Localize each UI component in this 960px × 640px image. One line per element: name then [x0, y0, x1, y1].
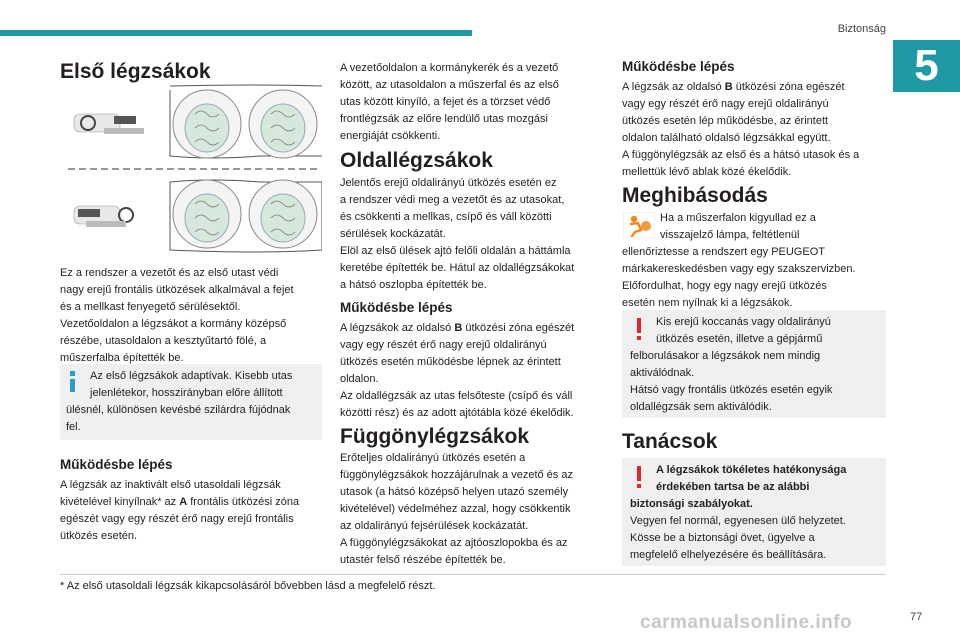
curtain-airbags-text: Erőteljes oldalirányú ütközés esetén a függönylégzsákok hozzájárulnak a vezető és az utasok (a hátsó középső helyen utazó személy kivételével) védelméhez azzal, hogy csökkentik az oldalirányú fejsérülések kockázatát. A függönylégzsákokat az ajtóoszlopokba és az utastér felső részébe építették be.	[340, 452, 573, 566]
warning-icon	[637, 466, 641, 481]
footnote-divider	[60, 574, 886, 575]
watermark: carmanualsonline.info	[640, 612, 853, 633]
subtitle-activation-curtain: Működésbe lépés	[622, 59, 735, 74]
front-activation-text: A légzsák az inaktivált első utasoldali légzsák kivételével kinyílnak* az A frontális ütközési zóna egészét vagy egy részét érő nagy erejű frontális ütközés esetén.	[60, 479, 300, 542]
advice-note-box: A légzsákok tökéletes hatékonysága érdekében tartsa be az alábbi biztonsági szabályokat. Vegyen fel normál, egyenesen ülő helyzetet. Kösse be a biztonsági övet, ügyelve a megfelelő elhelyezésére és beállítására.	[622, 458, 886, 566]
title-curtain-airbags: Függönylégzsákok	[340, 425, 530, 448]
curtain-activation-text: A légzsák az oldalsó B ütközési zóna egészét vagy egy részét érő nagy erejű oldalirányú ütközés esetén lép működésbe, az érintett oldalon található oldalsó légzsákkal együtt. A függönylégzsák az első és a hátsó utasok és a mellettük lévő ablak közé ékelődik.	[622, 81, 860, 178]
subtitle-activation-side: Működésbe lépés	[340, 300, 453, 315]
title-malfunction: Meghibásodás	[622, 184, 768, 207]
side-airbags-text: Jelentős erejű oldalirányú ütközés esetén ez a rendszer védi meg a vezetőt és az utasokat, és csökkenti a mellkas, csípő és váll közötti sérülések kockázatát. Elöl az első ülések ajtó felőli oldalán a háttámla keretébe építették be. Hátul az oldallégzsákokat a hátsó oszlopba építették be.	[340, 177, 575, 291]
airbag-warning-lamp-icon	[623, 212, 655, 238]
front-airbags-description: A vezetőoldalon a kormánykerék és a vezető között, az utasoldalon a műszerfal és az első utas között kinyíló, a fejet és a törzset védő frontlégzsák az előre lendülő utas mozgási energiáját csökkenti.	[340, 62, 559, 142]
fault-text: ellenőriztesse a rendszert egy PEUGEOT márkakereskedésben vagy egy szakszervizben. Előfordulhat, hogy egy nagy erejű ütközés esetén nem nyílnak ki a légzsákok.	[622, 246, 856, 309]
warning-icon	[637, 318, 641, 333]
airbag-zone-illustration	[60, 84, 322, 254]
section-name: Biztonság	[837, 23, 886, 35]
info-note-box: Az első légzsákok adaptívak. Kisebb utas jelenlétekor, hosszirányban előre állított ülésnél, különösen kevésbé szilárdra fújódnak fel.	[60, 364, 322, 440]
fault-text-head: Ha a műszerfalon kigyullad ez a visszajelző lámpa, feltétlenül	[660, 212, 816, 241]
title-advice: Tanácsok	[622, 430, 718, 453]
subtitle-activation-front: Működésbe lépés	[60, 457, 173, 472]
title-side-airbags: Oldallégzsákok	[340, 149, 493, 172]
warning-icon-dot	[637, 336, 641, 340]
info-icon-stem	[70, 379, 75, 392]
warning-icon-dot	[637, 484, 641, 488]
footnote: * Az első utasoldali légzsák kikapcsolásáról bővebben lásd a megfelelő részt.	[60, 580, 436, 592]
chapter-number-tab: 5	[893, 40, 960, 92]
warning-note-box: Kis erejű koccanás vagy oldalirányú ütközés esetén, illetve a gépjármű felborulásakor a légzsákok nem mindig aktiválódnak. Hátsó vagy frontális ütközés esetén egyik oldallégzsák sem aktiválódik.	[622, 310, 886, 418]
title-front-airbags: Első légzsákok	[60, 60, 211, 83]
page-number: 77	[910, 611, 923, 623]
front-airbags-intro: Ez a rendszer a vezetőt és az első utast védi nagy erejű frontális ütközések alkalmával a fejet és a mellkast fenyegető sérülésektől. Vezetőoldalon a légzsákot a kormány középső részébe, utasoldalon a kesztyűtartó fölé, a műszerfalba építették be.	[60, 267, 294, 364]
header-accent-bar	[0, 30, 472, 36]
info-icon	[70, 371, 75, 376]
side-activation-text: A légzsákok az oldalsó B ütközési zóna egészét vagy egy részét érő nagy erejű oldalirányú ütközés esetén működésbe lépnek az érintett oldalon. Az oldallégzsák az utas felsőteste (csípő és váll közötti rész) és az adott ajtótábla közé ékelődik.	[340, 322, 575, 419]
